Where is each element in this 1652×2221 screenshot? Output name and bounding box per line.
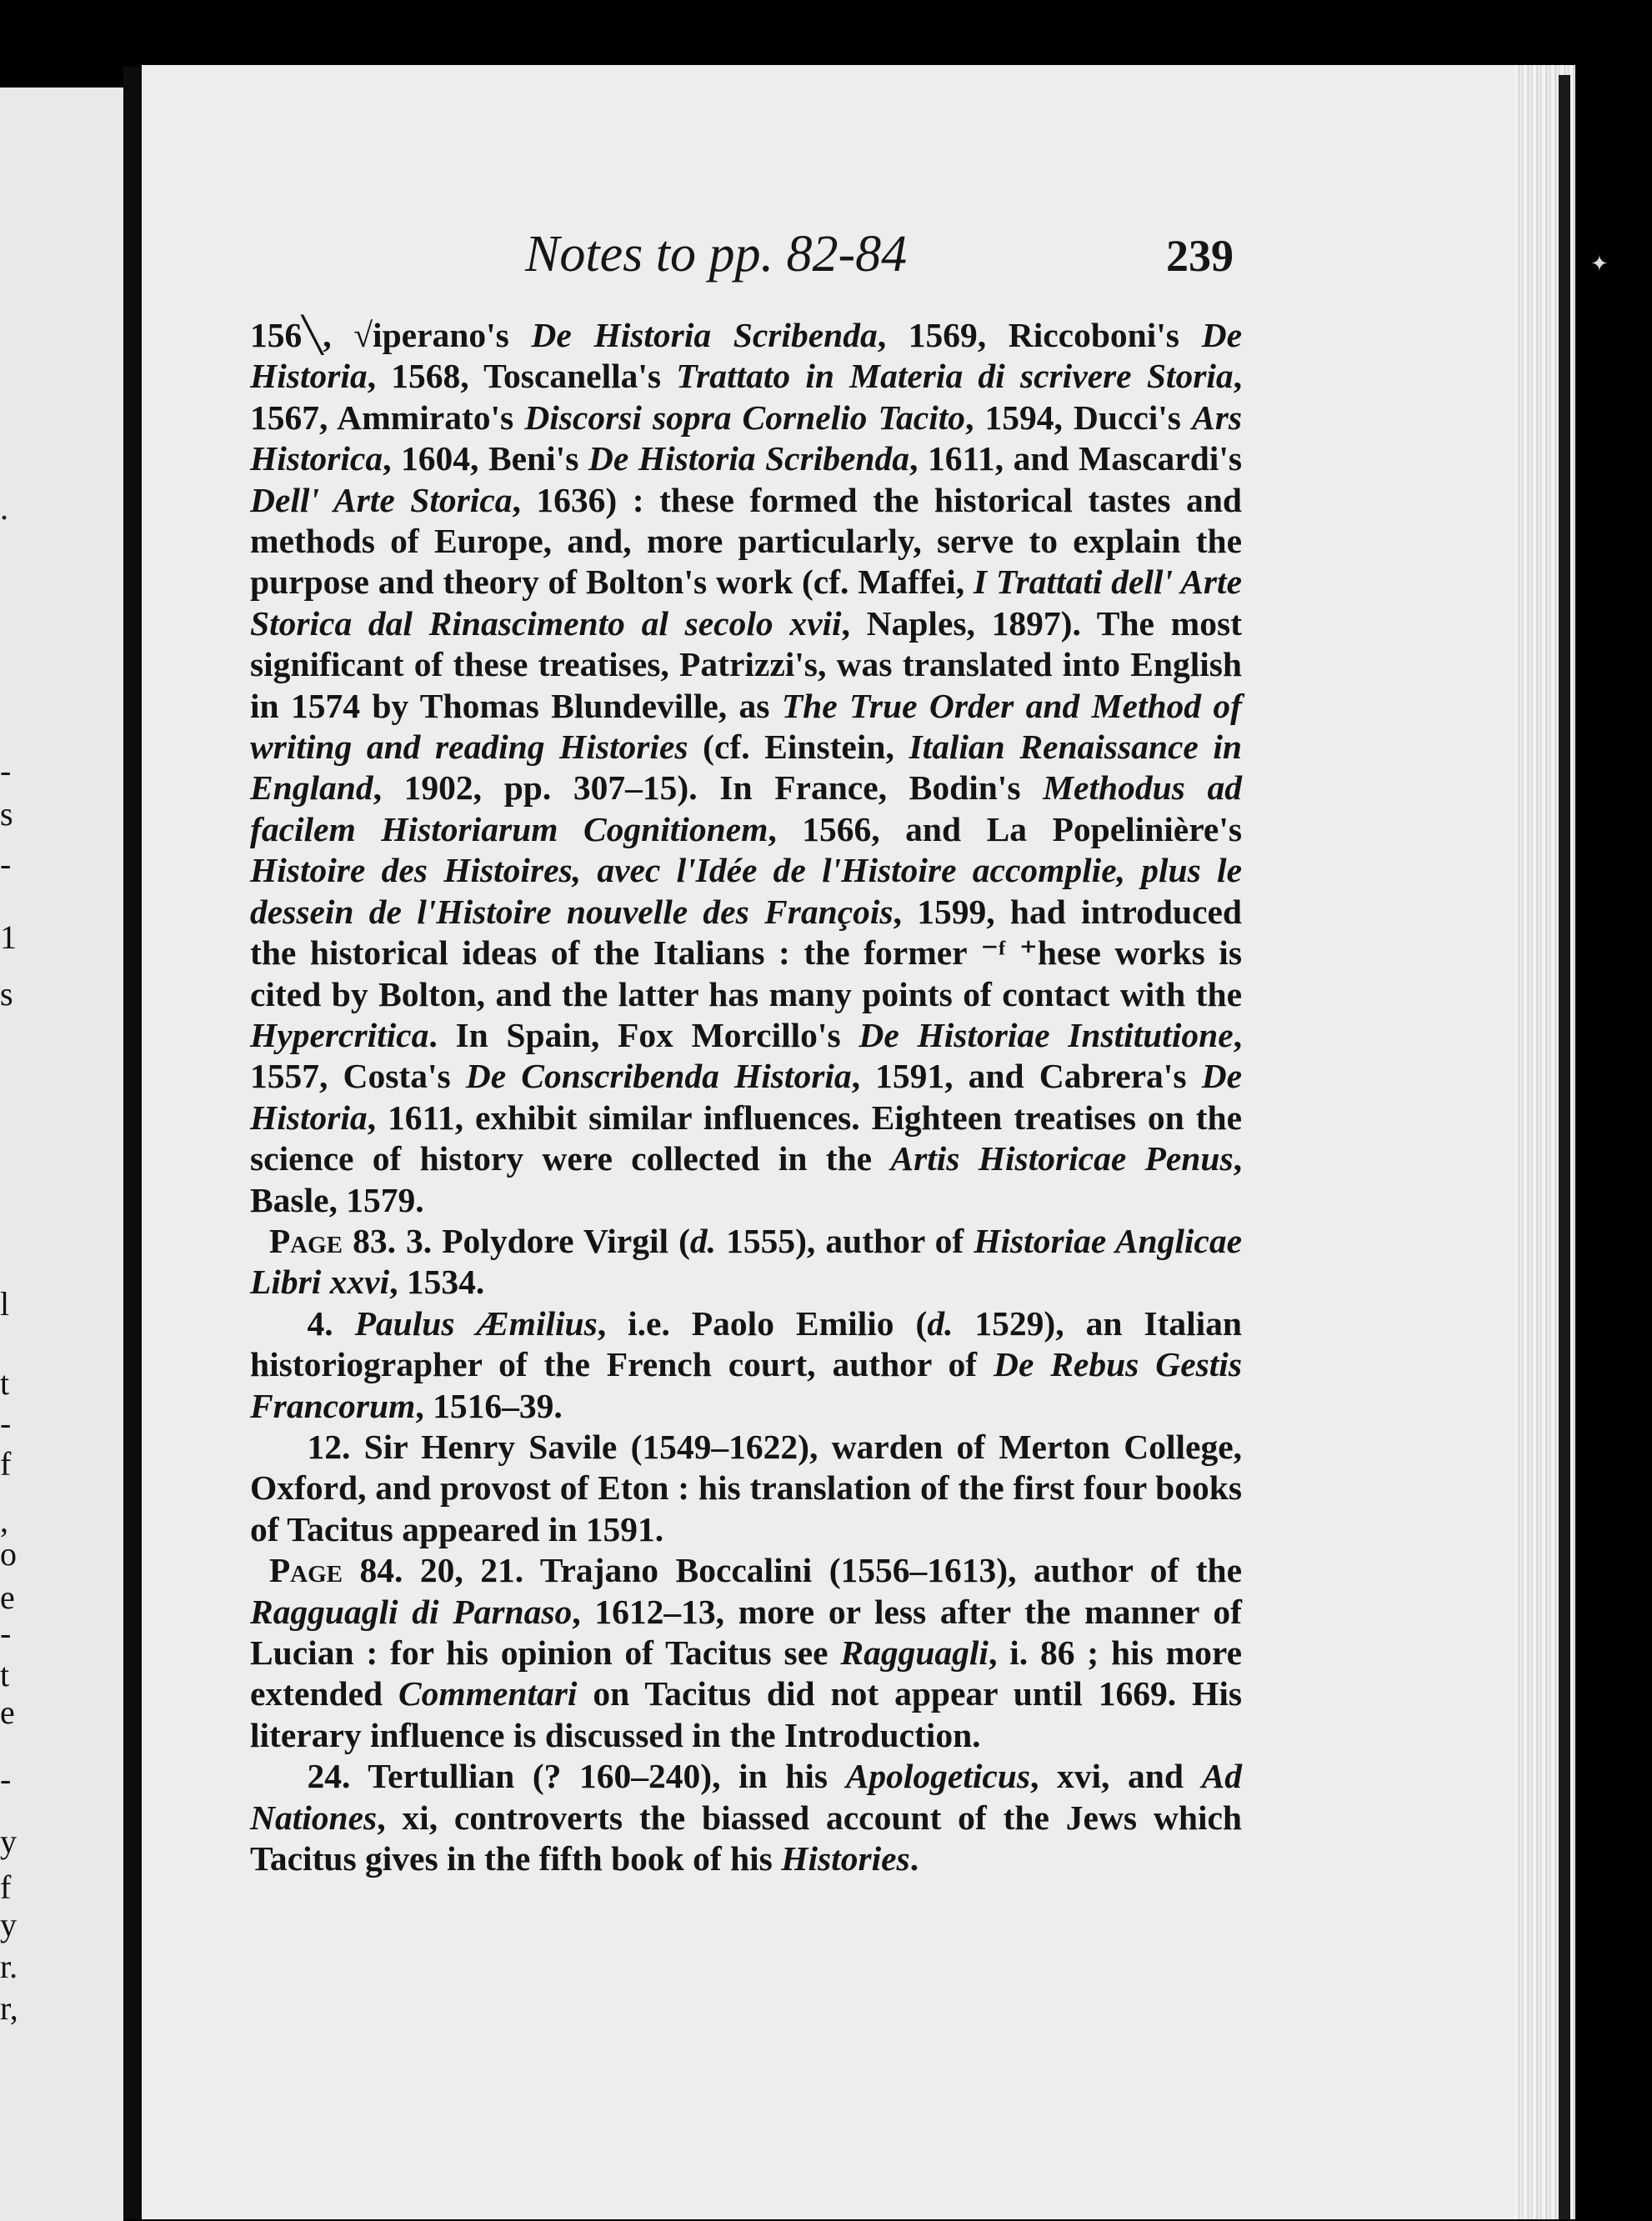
text-run: 156╲, √iperano's [250,316,532,354]
italic-title: Apologeticus [845,1757,1031,1796]
margin-fragment: s [0,975,13,1013]
note-paragraph [250,1427,1242,1550]
italic-title: Artis Historicae Penus [890,1139,1234,1178]
italic-title: Methodus ad facilem Historiarum Cognitionem [250,768,1242,848]
italic-title: Trattato in Materia di scrivere Storia [676,357,1234,396]
text-run: 12. Sir Henry Savile (1549–1622), warden of Merton College, Oxford, and provost of Eton : his translation of the first four books of Tacitus appeared in 1591. [250,1427,1242,1548]
note-paragraph [250,315,1242,1221]
italic-title: Histoire des Histoires, avec l'Idée de l'Histoire accomplie, plus le dessein de l'Histoire nouvelle des François [250,851,1242,931]
italic-title: De Historia [250,1057,1242,1137]
margin-fragment: f [0,1868,12,1906]
text-run: , 1611, and Mascardi's [909,439,1243,478]
text-run: , 1599, had introduced the historical ideas of the Italians : the former ⁻ᶠ ⁺hese works is cited by Bolton, and the latter has many points of contact with the [250,892,1242,1013]
text-run: , 1557, Costa's [250,1015,1242,1096]
margin-fragment: - [0,752,12,789]
text-run: , 1902, pp. 307–15). In France, Bodin's [373,768,1044,808]
text-run: , Naples, 1897). The most significant of these treatises, Patrizzi's, was translated into English in 1574 by Thomas Blundeville, as [250,603,1242,725]
text-run: , 1636) : these formed the historical tastes and methods of Europe, and, more particularly, serve to explain the purpose and theory of Bolton's work (cf. Maffei, [250,480,1242,602]
note-paragraph [250,1756,1242,1879]
margin-fragment: . [0,489,8,527]
text-run: , 1568, Toscanella's [367,357,677,396]
margin-fragment: - [0,845,12,883]
text-run: on Tacitus did not appear until 1669. His literary influence is discussed in the Introduction. [250,1674,1242,1754]
italic-title: Discorsi sopra Cornelio Tacito [524,398,966,437]
italic-title: De Historia Scribenda [588,439,910,478]
margin-fragment: t [0,1656,10,1693]
margin-fragment: r, [0,1989,18,2027]
text-run: (cf. Einstein, [688,728,909,767]
text-run: , 1591, and Cabrera's [851,1057,1202,1096]
left-facing-page [0,88,123,2221]
italic-title: De Historia [250,316,1242,396]
italic-title: De Rebus Gestis Francorum [250,1345,1242,1425]
text-run: 84. 20, 21. Trajano Boccalini (1556–1613), author of the [343,1551,1242,1590]
italic-title: De Historia Scribenda [531,316,878,354]
margin-fragment: o [0,1535,17,1573]
text-run: , xi, controverts the biassed account of the Jews which Tacitus gives in the fifth book of his [250,1798,1242,1878]
italic-title: Commentari [398,1674,578,1713]
italic-title: Histories [781,1839,910,1878]
page-edge-shadow [1559,75,1570,2219]
italic-title: De Historiae Institutione [859,1015,1234,1054]
text-run: , i. 86 ; his more extended [250,1633,1242,1713]
text-run: , 1594, Ducci's [965,398,1193,437]
margin-fragment: - [0,1760,12,1798]
text-run: , 1569, Riccoboni's [877,316,1202,354]
notes-text [250,315,1242,1879]
page-label: Page [268,1221,343,1260]
italic-title: Italian Renaissance in England [250,728,1242,808]
italic-title: The True Order and Method of writing and reading Histories [250,686,1242,767]
italic-title: Hypercritica [250,1015,429,1054]
text-run: 24. Tertullian (? 160–240), in his [307,1757,846,1796]
text-run: 1555), author of [716,1221,974,1260]
page-label: Page [268,1551,343,1590]
text-run: , 1604, Beni's [383,439,588,478]
italic-title: Historiae Anglicae Libri xxvi [250,1221,1242,1302]
text-run: , 1611, exhibit similar influences. Eighteen treatises on the science of history were collected in the [250,1098,1242,1178]
italic-title: Ragguagli [840,1633,989,1672]
text-run: , i.e. Paolo Emilio ( [597,1303,928,1343]
text-run: 1529), an Italian historiographer of the French court, author of [250,1303,1243,1384]
italic-title: d. [927,1303,954,1343]
text-run: , 1567, Ammirato's [250,357,1242,437]
note-paragraph [250,1550,1242,1756]
italic-title: Dell' Arte Storica [250,480,513,519]
margin-fragment: 1 [0,918,17,956]
note-paragraph [250,1221,1242,1303]
page-number: 239 [1166,231,1234,281]
italic-title: I Trattati dell' Arte Storica dal Rinascimento al secolo xvii [250,563,1243,643]
margin-fragment: f [0,1445,12,1483]
text-run: 83. 3. Polydore Virgil ( [343,1221,690,1260]
margin-fragment: , [0,1502,8,1539]
margin-fragment: e [0,1693,15,1731]
margin-fragment: r. [0,1948,18,1985]
italic-title: Ad Nationes [250,1757,1242,1837]
margin-fragment: - [0,1614,12,1652]
text-run: , Basle, 1579. [250,1139,1242,1219]
margin-fragment: e [0,1578,15,1616]
margin-fragment: y [0,1906,17,1943]
page-header [250,225,1234,308]
book-gutter [123,67,142,2219]
margin-fragment: - [0,1404,12,1442]
running-title: Notes to pp. 82-84 [525,226,908,283]
margin-fragment: t [0,1364,10,1402]
text-run: , 1566, and La Popelinière's [768,809,1242,848]
text-run: , 1534. [389,1263,485,1302]
note-paragraph [250,1303,1242,1427]
italic-title: Paulus Æmilius [354,1303,598,1343]
edge-mark-icon: ✦ [1590,252,1609,276]
text-run: . [909,1839,919,1878]
text-run: 4. [307,1303,355,1343]
text-run: , 1516–39. [415,1386,563,1425]
italic-title: Ars Historica [250,398,1242,478]
text-run: . In Spain, Fox Morcillo's [428,1015,859,1054]
text-run: , 1612–13, more or less after the manner of Lucian : for his opinion of Tacitus see [250,1592,1242,1672]
italic-title: De Conscribenda Historia [465,1057,852,1096]
margin-fragment: l [0,1285,10,1323]
text-run: , xvi, and [1030,1757,1202,1796]
margin-fragment: s [0,795,13,833]
italic-title: Ragguagli di Parnaso [250,1592,573,1631]
margin-fragment: y [0,1823,17,1860]
italic-title: d. [689,1221,717,1260]
